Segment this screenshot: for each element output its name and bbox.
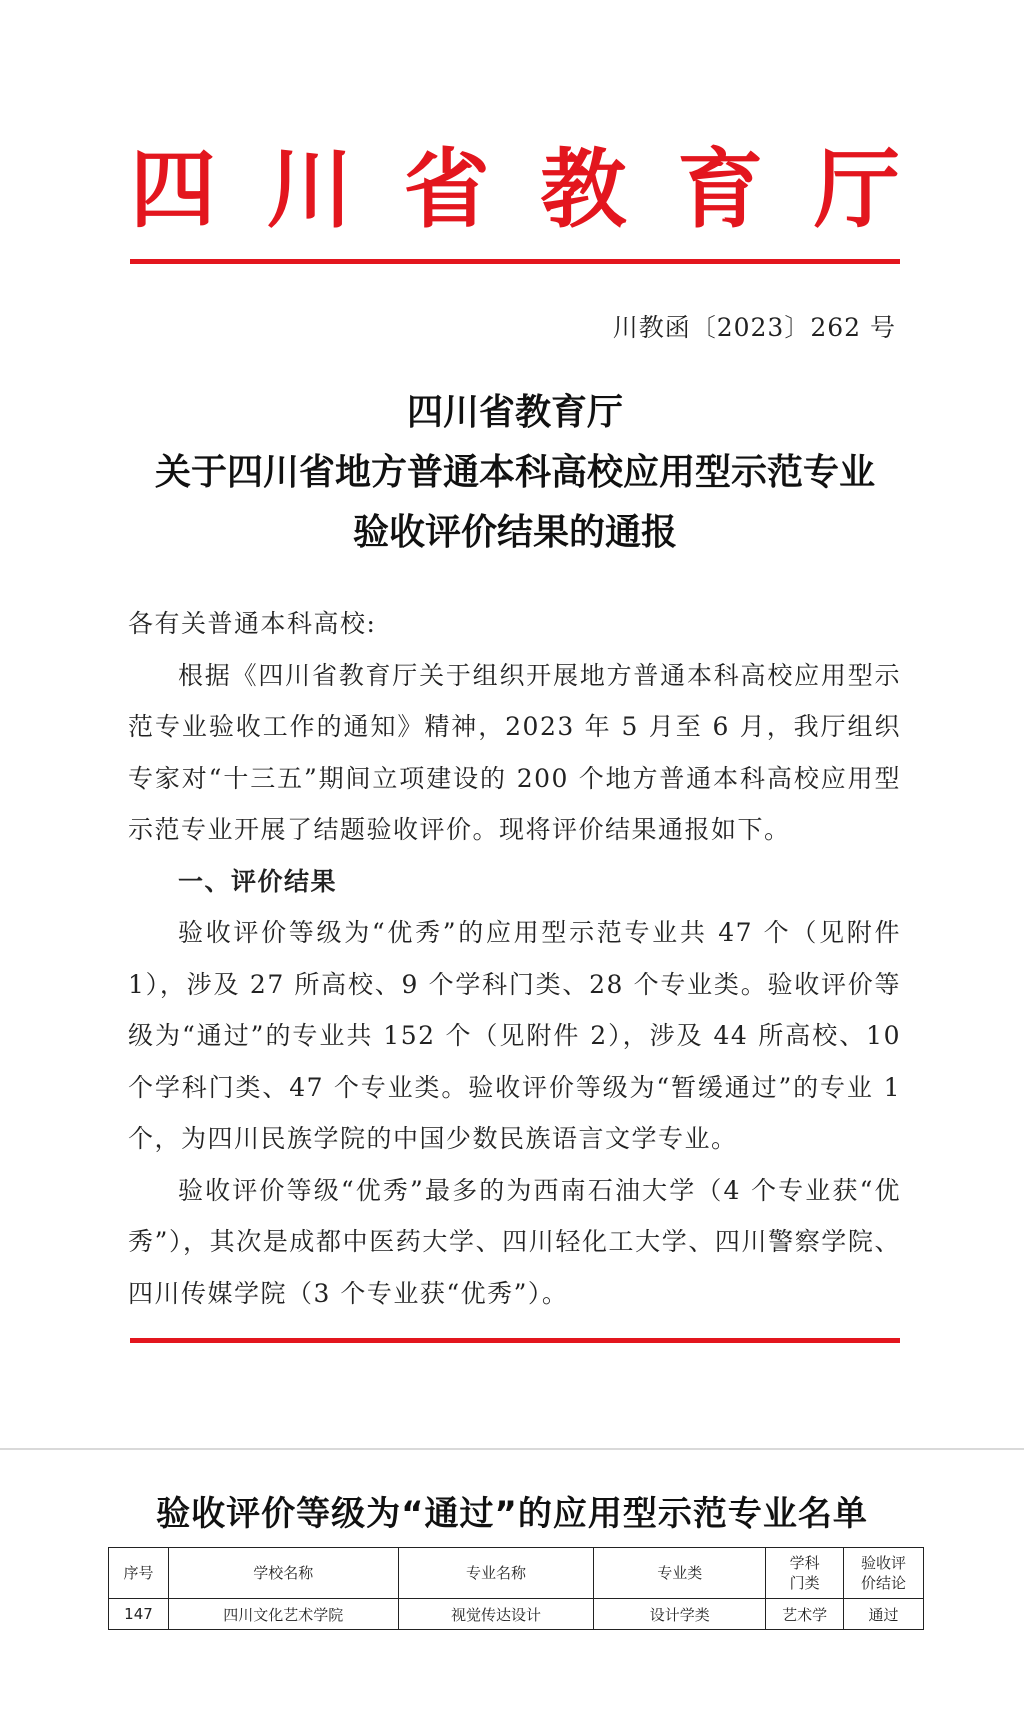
document-number: 川教函〔2023〕262 号	[612, 313, 896, 342]
cell-discipline: 艺术学	[766, 1599, 844, 1630]
footer-red-rule	[130, 1338, 900, 1343]
header-conclusion-line-1: 验收评	[861, 1554, 907, 1572]
list-title: 验收评价等级为“通过”的应用型示范专业名单	[156, 1494, 868, 1534]
salutation: 各有关普通本科高校:	[128, 609, 377, 638]
letterhead-char: 省	[403, 140, 490, 240]
table-header-row	[109, 1548, 924, 1599]
section-title-results: 一、评价结果	[178, 866, 338, 896]
document-body	[128, 598, 901, 1319]
heading-line-1: 四川省教育厅	[406, 392, 623, 433]
header-discipline	[766, 1548, 844, 1599]
header-no: 序号	[109, 1548, 169, 1599]
document-heading	[100, 383, 930, 563]
header-discipline-line-2: 门类	[789, 1574, 820, 1592]
cell-school: 四川文化艺术学院	[168, 1599, 398, 1630]
letterhead-char: 教	[540, 140, 627, 240]
letterhead-char: 厅	[813, 140, 900, 240]
letterhead-char: 育	[677, 140, 764, 240]
paragraph-excellent: 验收评价等级“优秀”最多的为西南石油大学（4 个专业获“优秀”），其次是成都中医药大学、四川轻化工大学、四川警察学院、四川传媒学院（3 个专业获“优秀”）。	[128, 1175, 901, 1308]
header-conclusion	[844, 1548, 924, 1599]
letterhead-red-rule	[130, 259, 900, 264]
cell-major: 视觉传达设计	[398, 1599, 594, 1630]
letterhead-char: 川	[266, 140, 353, 240]
letterhead-title	[130, 140, 900, 240]
table-row	[109, 1599, 924, 1630]
header-school: 学校名称	[168, 1548, 398, 1599]
heading-line-2: 关于四川省地方普通本科高校应用型示范专业	[154, 452, 875, 493]
header-major: 专业名称	[398, 1548, 594, 1599]
heading-line-3: 验收评价结果的通报	[352, 512, 677, 553]
paragraph-results: 验收评价等级为“优秀”的应用型示范专业共 47 个（见附件 1），涉及 27 所高校、9 个学科门类、28 个专业类。验收评价等级为“通过”的专业共 152 个（见附件 2），涉及 44 所高校、10 个学科门类、47 个专业类。验收评价等级为“暂缓通过”的专业 1 个，为四川民族学院的中国少数民族语言文学专业。	[128, 918, 901, 1153]
header-conclusion-line-2: 价结论	[861, 1574, 907, 1592]
header-discipline-line-1: 学科	[789, 1554, 820, 1572]
cell-no: 147	[109, 1599, 169, 1630]
letterhead-char: 四	[130, 140, 216, 240]
paragraph-intro: 根据《四川省教育厅关于组织开展地方普通本科高校应用型示范专业验收工作的通知》精神，2023 年 5 月至 6 月，我厅组织专家对“十三五”期间立项建设的 200 个地方普通本科高校应用型示范专业开展了结题验收评价。现将评价结果通报如下。	[128, 660, 901, 844]
cell-conclusion: 通过	[844, 1599, 924, 1630]
result-table	[108, 1547, 924, 1630]
document-page-2	[0, 1450, 1024, 1720]
cell-major-class: 设计学类	[594, 1599, 766, 1630]
header-major-class: 专业类	[594, 1548, 766, 1599]
